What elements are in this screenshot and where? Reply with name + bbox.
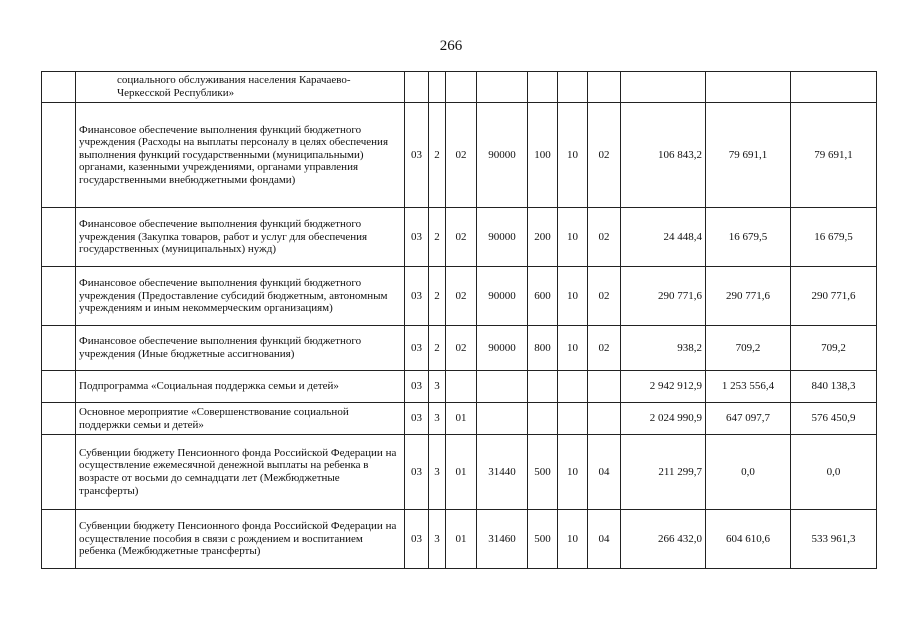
code-2-cell: 2 [429,326,446,371]
code-5-cell: 500 [528,435,558,510]
code-3-cell: 02 [446,326,477,371]
code-2-cell: 3 [429,371,446,403]
table-row [42,510,877,569]
code-3-cell: 01 [446,510,477,569]
code-5-cell: 600 [528,267,558,326]
code-1-cell: 03 [405,267,429,326]
code-2-cell: 3 [429,435,446,510]
code-5-cell [528,403,558,435]
lead-cell [42,371,76,403]
code-7-cell [588,403,621,435]
budget-table [41,71,877,569]
code-7-cell: 02 [588,326,621,371]
code-3-cell: 02 [446,267,477,326]
code-1-cell: 03 [405,208,429,267]
code-1-cell: 03 [405,371,429,403]
code-5-cell [528,371,558,403]
code-4-cell: 90000 [477,267,528,326]
table-row [42,326,877,371]
lead-cell [42,510,76,569]
code-6-cell: 10 [558,326,588,371]
table-row [42,435,877,510]
code-7-cell: 04 [588,435,621,510]
amount-year3-cell: 576 450,9 [791,403,877,435]
code-3-cell: 01 [446,403,477,435]
code-5-cell: 800 [528,326,558,371]
code-5-cell [528,72,558,103]
code-6-cell: 10 [558,435,588,510]
amount-year3-cell: 533 961,3 [791,510,877,569]
row-name: Субвенции бюджету Пенсионного фонда Российской Федерации на осуществление ежемесячной денежной выплаты на ребенка в возрасте от восьми до семнадцати лет (Межбюджетные трансферты) [76,435,405,510]
code-4-cell: 31440 [477,435,528,510]
amount-year3-cell: 709,2 [791,326,877,371]
table-row [42,208,877,267]
lead-cell [42,267,76,326]
amount-year2-cell: 647 097,7 [706,403,791,435]
code-4-cell: 31460 [477,510,528,569]
lead-cell [42,403,76,435]
code-4-cell [477,403,528,435]
amount-year1-cell: 106 843,2 [621,103,706,208]
code-6-cell [558,371,588,403]
code-5-cell: 200 [528,208,558,267]
code-2-cell: 2 [429,103,446,208]
code-7-cell: 02 [588,208,621,267]
code-1-cell [405,72,429,103]
amount-year3-cell: 0,0 [791,435,877,510]
table-row [42,371,877,403]
code-3-cell: 02 [446,103,477,208]
code-3-cell [446,72,477,103]
code-6-cell [558,403,588,435]
amount-year3-cell [791,72,877,103]
amount-year2-cell: 0,0 [706,435,791,510]
amount-year2-cell: 290 771,6 [706,267,791,326]
code-7-cell [588,371,621,403]
amount-year3-cell: 290 771,6 [791,267,877,326]
amount-year3-cell: 16 679,5 [791,208,877,267]
row-name: Финансовое обеспечение выполнения функций бюджетного учреждения (Расходы на выплаты персоналу в целях обеспечения выполнения функций государственными (муниципальными) органами, казенными учреждениями, органами управления государственными внебюджетными фондами) [76,103,405,208]
row-name: Субвенции бюджету Пенсионного фонда Российской Федерации на осуществление пособия в связи с рождением и воспитанием ребенка (Межбюджетные трансферты) [76,510,405,569]
table-row [42,267,877,326]
lead-cell [42,103,76,208]
amount-year3-cell: 840 138,3 [791,371,877,403]
code-7-cell: 04 [588,510,621,569]
amount-year1-cell: 211 299,7 [621,435,706,510]
code-4-cell: 90000 [477,326,528,371]
table-row [42,403,877,435]
amount-year3-cell: 79 691,1 [791,103,877,208]
code-7-cell [588,72,621,103]
table-row [42,103,877,208]
lead-cell [42,208,76,267]
code-1-cell: 03 [405,510,429,569]
row-name: Подпрограмма «Социальная поддержка семьи и детей» [76,371,405,403]
code-4-cell [477,371,528,403]
code-4-cell: 90000 [477,103,528,208]
code-6-cell: 10 [558,103,588,208]
code-6-cell: 10 [558,510,588,569]
table-row [42,72,877,103]
amount-year1-cell: 266 432,0 [621,510,706,569]
amount-year1-cell: 24 448,4 [621,208,706,267]
code-3-cell: 02 [446,208,477,267]
code-6-cell: 10 [558,208,588,267]
lead-cell [42,326,76,371]
page-number: 266 [439,38,463,54]
code-1-cell: 03 [405,326,429,371]
amount-year1-cell: 2 024 990,9 [621,403,706,435]
code-7-cell: 02 [588,103,621,208]
code-1-cell: 03 [405,403,429,435]
code-5-cell: 500 [528,510,558,569]
code-6-cell [558,72,588,103]
code-6-cell: 10 [558,267,588,326]
row-name: Финансовое обеспечение выполнения функций бюджетного учреждения (Предоставление субсидий бюджетным, автономным учреждениям и иным некоммерческим организациям) [76,267,405,326]
amount-year2-cell: 1 253 556,4 [706,371,791,403]
code-5-cell: 100 [528,103,558,208]
code-3-cell [446,371,477,403]
amount-year1-cell: 938,2 [621,326,706,371]
code-4-cell: 90000 [477,208,528,267]
code-4-cell [477,72,528,103]
row-name: Финансовое обеспечение выполнения функций бюджетного учреждения (Закупка товаров, работ и услуг для обеспечения государственных (муниципальных) нужд) [76,208,405,267]
code-2-cell: 3 [429,510,446,569]
code-1-cell: 03 [405,435,429,510]
amount-year1-cell: 2 942 912,9 [621,371,706,403]
code-1-cell: 03 [405,103,429,208]
lead-cell [42,435,76,510]
amount-year2-cell [706,72,791,103]
amount-year2-cell: 79 691,1 [706,103,791,208]
amount-year1-cell [621,72,706,103]
code-2-cell: 2 [429,208,446,267]
row-name: социального обслуживания населения Карачаево-Черкесской Республики» [76,72,405,103]
amount-year2-cell: 16 679,5 [706,208,791,267]
row-name: Финансовое обеспечение выполнения функций бюджетного учреждения (Иные бюджетные ассигнования) [76,326,405,371]
code-2-cell: 2 [429,267,446,326]
lead-cell [42,72,76,103]
code-2-cell: 3 [429,403,446,435]
amount-year2-cell: 709,2 [706,326,791,371]
code-2-cell [429,72,446,103]
amount-year1-cell: 290 771,6 [621,267,706,326]
code-7-cell: 02 [588,267,621,326]
row-name: Основное мероприятие «Совершенствование социальной поддержки семьи и детей» [76,403,405,435]
code-3-cell: 01 [446,435,477,510]
amount-year2-cell: 604 610,6 [706,510,791,569]
